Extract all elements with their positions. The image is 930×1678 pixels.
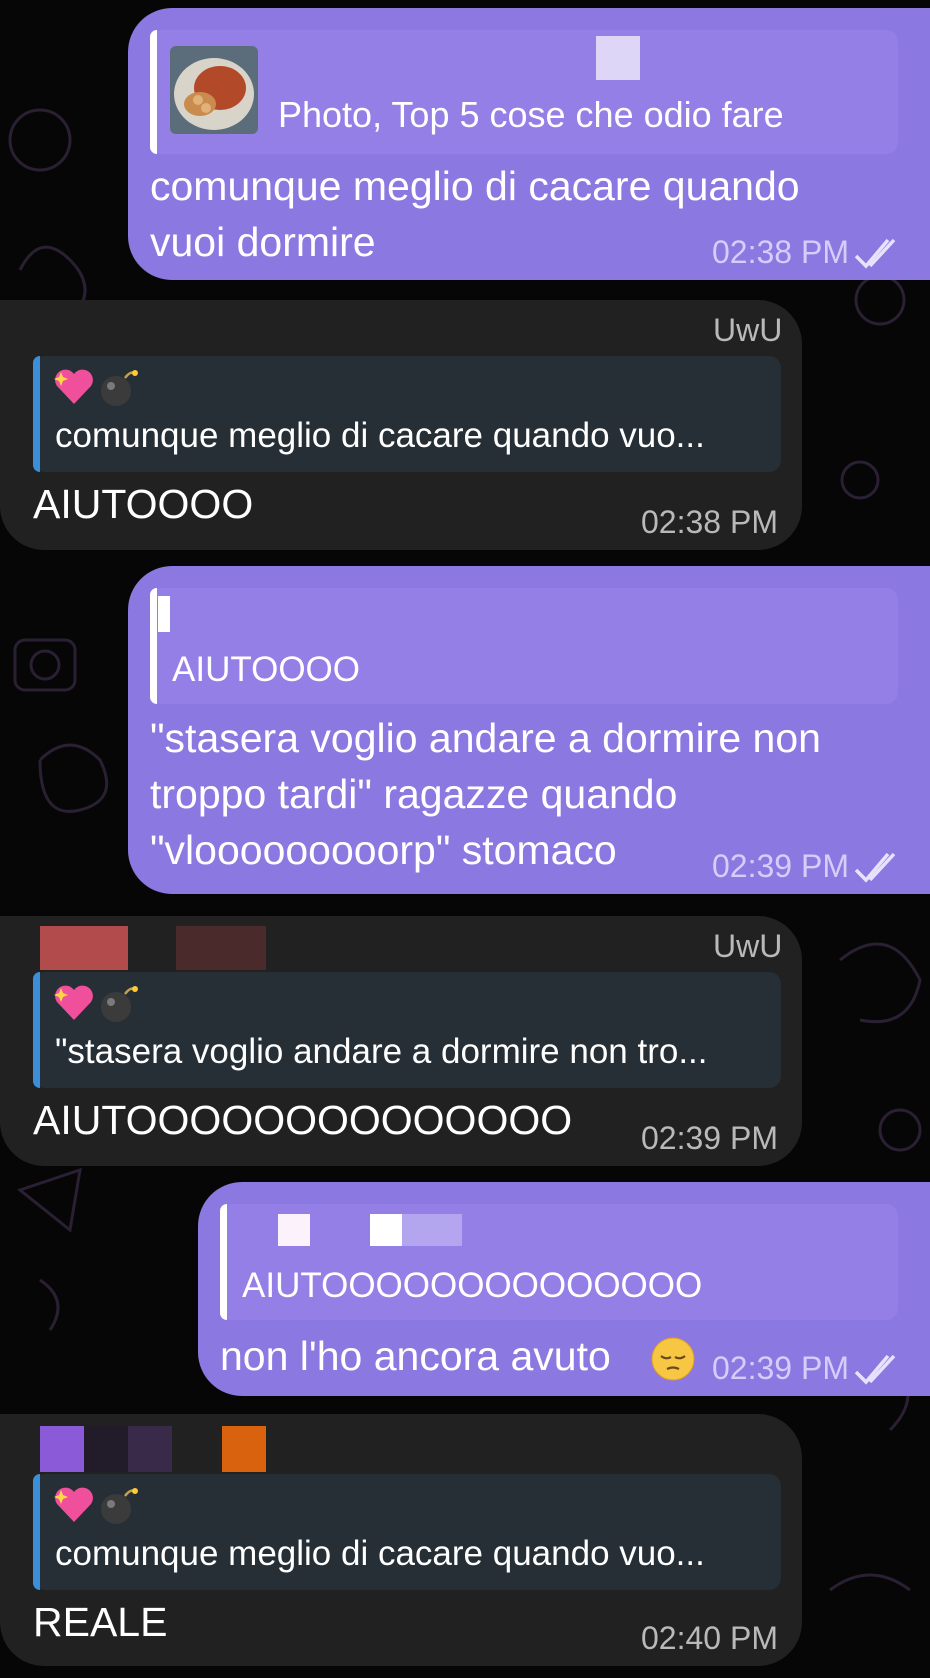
reply-preview[interactable] <box>220 1204 898 1320</box>
message-bubble-incoming[interactable] <box>0 1414 802 1666</box>
message-time: 02:39 PM <box>712 1350 849 1386</box>
sender-name: UwU <box>713 928 783 964</box>
bomb-icon <box>97 366 139 408</box>
read-double-check-icon <box>852 850 904 884</box>
read-double-check-icon <box>852 1352 904 1386</box>
pixel-censor <box>222 1426 266 1472</box>
food-photo-icon <box>170 46 258 134</box>
pixel-censor <box>278 1214 310 1246</box>
reply-accent-bar <box>220 1204 227 1320</box>
message-text: non l'ho ancora avuto <box>220 1333 611 1379</box>
reply-preview[interactable] <box>150 30 898 154</box>
pixel-censor <box>128 1426 172 1472</box>
message-time: 02:38 PM <box>641 504 778 540</box>
pensive-face-icon <box>650 1336 696 1382</box>
message-time: 02:40 PM <box>641 1620 778 1656</box>
reply-emojis <box>53 1484 139 1526</box>
reply-accent-bar <box>33 972 40 1088</box>
reply-accent-bar <box>150 30 157 154</box>
message-text: REALE <box>33 1599 168 1645</box>
message-text: AIUTOOOOOOOOOOOOOO <box>33 1097 573 1143</box>
pixel-censor <box>158 596 170 632</box>
pixel-censor <box>176 926 266 970</box>
reply-emojis <box>53 982 139 1024</box>
message-time: 02:39 PM <box>712 848 849 884</box>
message-bubble-incoming[interactable] <box>0 300 802 550</box>
reply-emojis <box>53 366 139 408</box>
pixel-censor <box>370 1214 402 1246</box>
message-time: 02:39 PM <box>641 1120 778 1156</box>
message-text-line-1: comunque meglio di cacare quando <box>150 163 800 209</box>
reply-label: Photo, Top 5 cose che odio fare <box>278 94 784 135</box>
reply-text: comunque meglio di cacare quando vuo... <box>55 416 705 455</box>
reply-text: comunque meglio di cacare quando vuo... <box>55 1534 705 1573</box>
reply-accent-bar <box>150 588 157 704</box>
reply-preview[interactable] <box>33 972 781 1088</box>
message-bubble-incoming[interactable] <box>0 916 802 1166</box>
pixel-censor <box>40 926 128 970</box>
message-bubble-outgoing[interactable] <box>128 8 930 280</box>
sender-name: UwU <box>713 312 783 348</box>
sparkling-heart-icon <box>53 982 95 1024</box>
reply-accent-bar <box>33 1474 40 1590</box>
message-text: AIUTOOOO <box>33 481 254 527</box>
reply-text: AIUTOOOOOOOOOOOOOO <box>242 1266 703 1305</box>
reply-preview[interactable] <box>150 588 898 704</box>
pixel-censor <box>596 36 640 80</box>
bomb-icon <box>97 1484 139 1526</box>
pixel-censor <box>40 1426 84 1472</box>
message-time: 02:38 PM <box>712 234 849 270</box>
message-text-line-1: "stasera voglio andare a dormire non <box>150 715 821 761</box>
reply-text: "stasera voglio andare a dormire non tro... <box>55 1032 708 1071</box>
reply-preview[interactable] <box>33 1474 781 1590</box>
pixel-censor <box>402 1214 462 1246</box>
reply-accent-bar <box>33 356 40 472</box>
sparkling-heart-icon <box>53 1484 95 1526</box>
reply-text: AIUTOOOO <box>172 650 360 689</box>
message-text-line-2: troppo tardi" ragazze quando <box>150 771 678 817</box>
message-text-line-3: "vlooooooooorp" stomaco <box>150 827 617 873</box>
message-text-line-2: vuoi dormire <box>150 219 376 265</box>
message-bubble-outgoing[interactable] <box>198 1182 930 1396</box>
message-bubble-outgoing[interactable] <box>128 566 930 894</box>
sparkling-heart-icon <box>53 366 95 408</box>
bomb-icon <box>97 982 139 1024</box>
pixel-censor <box>84 1426 128 1472</box>
read-double-check-icon <box>852 236 904 270</box>
reply-preview[interactable] <box>33 356 781 472</box>
